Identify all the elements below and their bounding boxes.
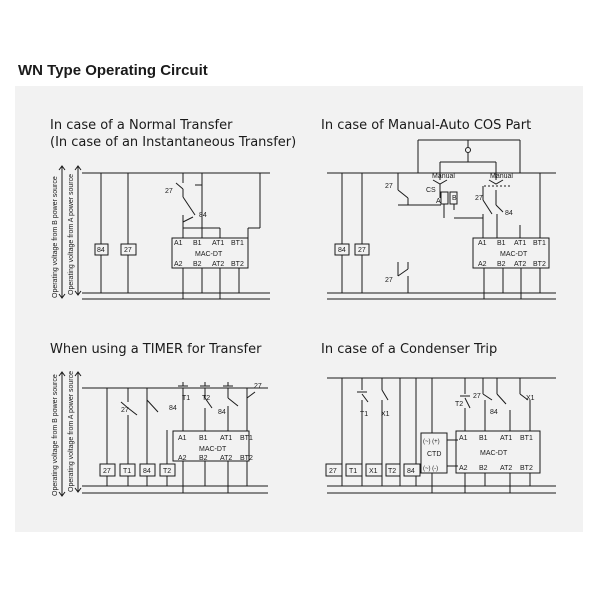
mac-dt-label: MAC-DT (195, 251, 223, 258)
contact-84-label: 84 (490, 409, 498, 416)
coil-boxes (95, 244, 420, 476)
timer-transfer-title: When using a TIMER for Transfer (50, 342, 262, 357)
mac-terminal: A2 (459, 465, 468, 472)
mac-terminal: BT1 (240, 435, 253, 442)
relay-x1-label: X1 (526, 395, 535, 402)
mac-terminal: B2 (479, 465, 488, 472)
ctd-minus-label: (~) (-) (423, 466, 439, 472)
manual-label: Manual (432, 173, 455, 180)
mac-terminal: B1 (193, 240, 202, 247)
coil-84-label: 84 (143, 468, 151, 475)
contact-27-label: 27 (254, 383, 262, 390)
timer-t2-label: T2 (202, 395, 211, 402)
coil-t1-label: T1 (349, 468, 358, 475)
timer-t2-label: T2 (455, 401, 464, 408)
mac-terminal: A1 (174, 240, 183, 247)
coil-27-label: 27 (358, 247, 366, 254)
mac-terminal: BT1 (520, 435, 533, 442)
mac-terminal: A2 (174, 261, 183, 268)
mac-terminal: AT2 (514, 261, 527, 268)
mac-terminal: BT2 (533, 261, 546, 268)
timer-transfer-circuit (59, 372, 268, 496)
mac-terminal: B1 (199, 435, 208, 442)
manual-auto-cos-circuit (327, 140, 556, 299)
mac-terminal: BT2 (231, 261, 244, 268)
manual-label: Manual (490, 173, 513, 180)
mac-terminal: AT1 (212, 240, 225, 247)
coil-x1-label: X1 (369, 468, 378, 475)
mac-dt-label: MAC-DT (500, 251, 528, 258)
contact-27-label: 27 (165, 188, 173, 195)
manual-auto-cos-title: In case of Manual-Auto COS Part (321, 118, 532, 133)
contact-84-label: 84 (505, 210, 513, 217)
mac-terminal: AT2 (220, 455, 233, 462)
mac-terminal: B1 (479, 435, 488, 442)
contact-84-label: 84 (199, 212, 207, 219)
mac-terminal: BT1 (231, 240, 244, 247)
mac-terminal: A1 (478, 240, 487, 247)
contact-84-label: 84 (169, 405, 177, 412)
ctd-label: CTD (427, 451, 442, 458)
switch-a-label: A (436, 198, 441, 205)
a-power-label-2: Operating voltage from A power source (68, 370, 75, 492)
timer-t1-label: T1 (360, 411, 369, 418)
mac-terminal: BT2 (520, 465, 533, 472)
timer-t1-label: T1 (182, 395, 191, 402)
mac-terminal: A1 (178, 435, 187, 442)
coil-27-label: 27 (103, 468, 111, 475)
coil-t2-label: T2 (388, 468, 397, 475)
mac-terminal: B2 (497, 261, 506, 268)
contact-27-label: 27 (475, 195, 483, 202)
switch-b-label: B (452, 195, 457, 202)
mac-terminal: A2 (478, 261, 487, 268)
contact-27-label: 27 (121, 407, 129, 414)
b-power-label-2: Operating voltage from B power source (52, 374, 59, 496)
relay-x1-label: X1 (381, 411, 390, 418)
mac-terminal: AT1 (514, 240, 527, 247)
mac-terminal: B2 (193, 261, 202, 268)
coil-84-label: 84 (407, 468, 415, 475)
mac-dt-label: MAC-DT (480, 450, 508, 457)
page-title: WN Type Operating Circuit (18, 62, 208, 79)
contact-27-label: 27 (473, 393, 481, 400)
coil-27-label: 27 (124, 247, 132, 254)
mac-terminal: B2 (199, 455, 208, 462)
instantaneous-transfer-subtitle: (In case of an Instantaneous Transfer) (50, 135, 297, 150)
coil-t1-label: T1 (123, 468, 132, 475)
mac-terminal: BT1 (533, 240, 546, 247)
mac-terminal: A2 (178, 455, 187, 462)
normal-transfer-title: In case of a Normal Transfer (50, 118, 233, 133)
mac-terminal: BT2 (240, 455, 253, 462)
contact-84-label: 84 (218, 409, 226, 416)
coil-84-label: 84 (97, 247, 105, 254)
mac-terminal: B1 (497, 240, 506, 247)
normal-transfer-circuit (59, 166, 270, 299)
mac-terminal: AT1 (220, 435, 233, 442)
mac-terminal: AT2 (500, 465, 513, 472)
coil-84-label: 84 (338, 247, 346, 254)
contact-27-label: 27 (385, 277, 393, 284)
contact-27-label: 27 (385, 183, 393, 190)
mac-terminal: AT1 (500, 435, 513, 442)
a-power-label-1: Operating voltage from A power source (68, 173, 75, 295)
mac-terminal: AT2 (212, 261, 225, 268)
b-power-label-1: Operating voltage from B power source (52, 176, 59, 298)
ctd-plus-label: (~) (+) (423, 439, 440, 445)
cs-label: CS (426, 187, 436, 194)
mac-terminal: A1 (459, 435, 468, 442)
condenser-trip-title: In case of a Condenser Trip (321, 342, 498, 357)
coil-t2-label: T2 (163, 468, 172, 475)
mac-dt-label: MAC-DT (199, 446, 227, 453)
coil-27-label: 27 (329, 468, 337, 475)
